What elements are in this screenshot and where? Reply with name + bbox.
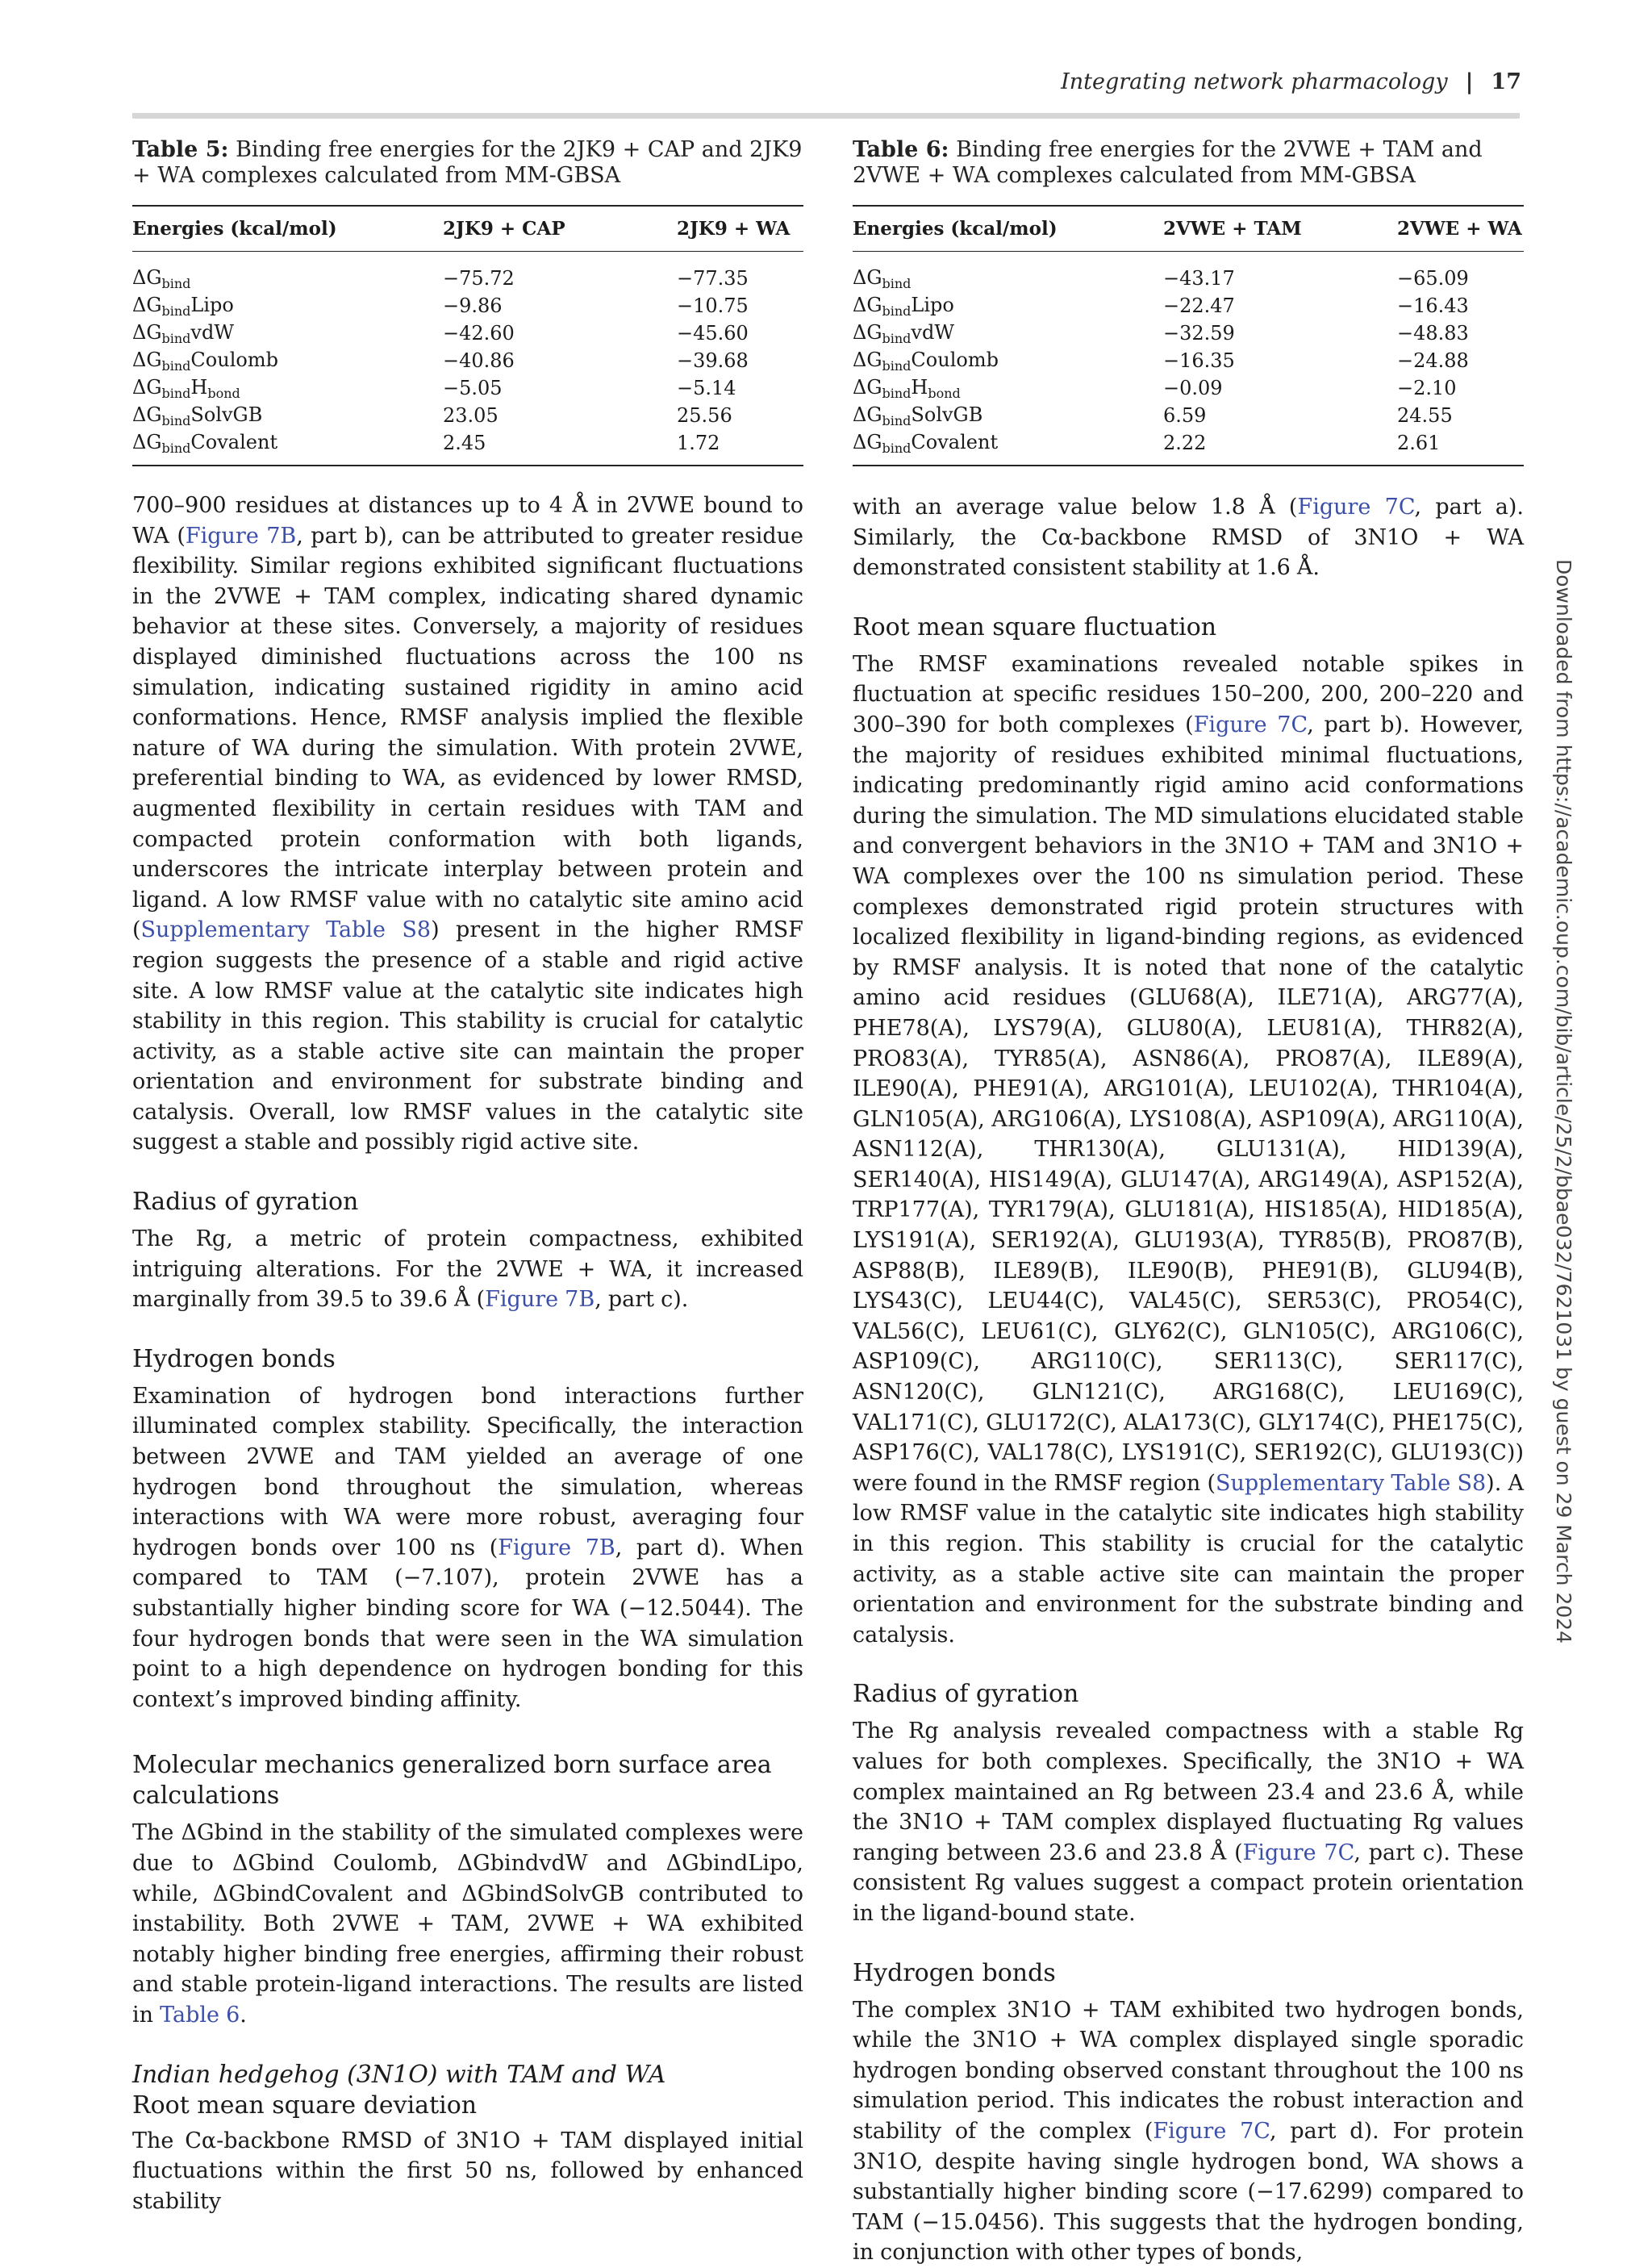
energy-term: $\Delta G_{bind}Coulomb$ bbox=[132, 348, 278, 374]
value-cell: −16.35 bbox=[1163, 349, 1235, 372]
table-row bbox=[132, 402, 803, 429]
right-text bbox=[853, 492, 1524, 2268]
header-separator: | bbox=[1465, 69, 1474, 94]
figure-7b-link[interactable]: Figure 7B bbox=[485, 1287, 595, 1313]
left-paragraph-3: Examination of hydrogen bond interactions further illuminated complex stability. Specifically, the interaction between 2VWE and TAM yielded an average of one hydrogen bond throughout the simulation, whereas interactions with WA were more robust, averaging four hydrogen bonds over 100 ns (Figure 7B, part d). When compared to TAM (−7.107), protein 2VWE has a substantially higher binding score for WA (−12.5044). The four hydrogen bonds that were seen in the WA simulation point to a high dependence on hydrogen bonding for this context’s improved binding affinity. bbox=[132, 1383, 803, 1712]
value-cell: −45.60 bbox=[677, 322, 749, 345]
value-cell: 2.22 bbox=[1163, 432, 1207, 454]
energy-term: $\Delta G_{bind}vdW$ bbox=[132, 320, 235, 346]
value-cell: −40.86 bbox=[443, 349, 515, 372]
value-cell: −42.60 bbox=[443, 322, 515, 345]
table-row bbox=[132, 320, 803, 347]
table-row bbox=[853, 429, 1524, 466]
table6 bbox=[853, 205, 1524, 466]
top-rule bbox=[132, 113, 1520, 119]
left-text bbox=[132, 491, 803, 2216]
value-cell: 24.55 bbox=[1397, 404, 1453, 427]
figure-7c-link[interactable]: Figure 7C bbox=[1153, 2118, 1270, 2144]
table-row bbox=[132, 429, 803, 466]
value-cell: −48.83 bbox=[1397, 322, 1469, 345]
table-row bbox=[853, 292, 1524, 320]
table-row bbox=[132, 292, 803, 320]
energy-term: $\Delta G_{bind}H_{bond}$ bbox=[853, 375, 961, 401]
energy-term: $\Delta G_{bind}H_{bond}$ bbox=[132, 375, 240, 401]
value-cell: 2.61 bbox=[1397, 432, 1441, 454]
energy-term: $\Delta G_{bind}vdW$ bbox=[853, 320, 955, 346]
right-paragraph-1: with an average value below 1.8 Å (Figure 7C, part a). Similarly, the Cα-backbone RMSD of 3N1O + WA demonstrated consistent stability at 1.6 Å. bbox=[853, 495, 1524, 581]
energy-term: $\Delta G_{bind}Lipo$ bbox=[132, 293, 234, 319]
table6-col-2: 2VWE + WA bbox=[1397, 218, 1522, 240]
table5-col-0: Energies (kcal/mol) bbox=[132, 218, 337, 240]
table6-caption bbox=[853, 137, 1524, 189]
table6-col-0: Energies (kcal/mol) bbox=[853, 218, 1058, 240]
figure-7b-link[interactable]: Figure 7B bbox=[185, 523, 297, 549]
value-cell: 23.05 bbox=[443, 404, 499, 427]
table6-body bbox=[853, 252, 1524, 466]
table5-body bbox=[132, 252, 803, 466]
left-paragraph-5: The Cα-backbone RMSD of 3N1O + TAM displayed initial fluctuations within the first 50 ns, followed by enhanced stability bbox=[132, 2128, 803, 2214]
download-note: Downloaded from https://academic.oup.com/bib/article/25/2/bbae032/7621031 by guest on 29 March 2024 bbox=[1552, 559, 1575, 1644]
energy-term: $\Delta G_{bind}Coulomb$ bbox=[853, 348, 999, 374]
value-cell: −43.17 bbox=[1163, 267, 1235, 290]
value-cell: 1.72 bbox=[677, 432, 720, 454]
table-row bbox=[853, 402, 1524, 429]
table-row bbox=[853, 347, 1524, 374]
energy-term: $\Delta G_{bind}Covalent$ bbox=[853, 430, 999, 456]
energy-term: $\Delta G_{bind}$ bbox=[132, 265, 191, 291]
figure-7b-link[interactable]: Figure 7B bbox=[498, 1535, 615, 1560]
energy-term: $\Delta G_{bind}Covalent$ bbox=[132, 430, 278, 456]
value-cell: −5.05 bbox=[443, 377, 503, 399]
figure-7c-link[interactable]: Figure 7C bbox=[1193, 712, 1308, 737]
right-paragraph-3: The Rg analysis revealed compactness with a stable Rg values for both complexes. Specifically, the 3N1O + WA complex maintained an Rg between 23.4 and 23.6 Å, while the 3N1O + TAM complex displayed fluctuating Rg values ranging between 23.6 and 23.8 Å (Figure 7C, part c). These consistent Rg values suggest a compact protein orientation in the ligand-bound state. bbox=[853, 1719, 1525, 1926]
figure-7c-link[interactable]: Figure 7C bbox=[1242, 1840, 1354, 1865]
value-cell: −75.72 bbox=[443, 267, 515, 290]
energy-term: $\Delta G_{bind}Lipo$ bbox=[853, 293, 954, 319]
right-heading-rmsf: Root mean square fluctuation bbox=[853, 612, 1217, 641]
supplementary-table-s8-link[interactable]: Supplementary Table S8 bbox=[1216, 1470, 1487, 1496]
value-cell: 2.45 bbox=[443, 432, 486, 454]
left-heading-hydrogen-bonds: Hydrogen bonds bbox=[132, 1344, 336, 1373]
supplementary-table-s8-link[interactable]: Supplementary Table S8 bbox=[140, 917, 432, 943]
left-heading-mmgbsa: Molecular mechanics generalized born surface area calculations bbox=[132, 1751, 772, 1811]
table-row bbox=[853, 252, 1524, 293]
running-head bbox=[1061, 69, 1521, 94]
value-cell: −2.10 bbox=[1397, 377, 1457, 399]
left-paragraph-4: The ΔGbind in the stability of the simulated complexes were due to ΔGbind Coulomb, ΔGbindvdW and ΔGbindLipo, while, ΔGbindCovalent and ΔGbindSolvGB contributed to instability. Both 2VWE + TAM, 2VWE + WA exhibited notably higher binding free energies, affirming their robust and stable protein-ligand interactions. The results are listed in Table 6. bbox=[132, 1820, 803, 2028]
right-heading-radius-of-gyration: Radius of gyration bbox=[853, 1680, 1079, 1709]
value-cell: −9.86 bbox=[443, 294, 503, 317]
left-paragraph-2: The Rg, a metric of protein compactness, exhibited intriguing alterations. For the 2VWE + WA, it increased marginally from 39.5 to 39.6 Å (Figure 7B, part c). bbox=[132, 1226, 803, 1313]
energy-term: $\Delta G_{bind}SolvGB$ bbox=[853, 403, 983, 428]
left-heading-rmsd: Root mean square deviation bbox=[132, 2090, 478, 2120]
table-row bbox=[853, 320, 1524, 347]
table-row bbox=[132, 347, 803, 374]
left-heading-radius-of-gyration: Radius of gyration bbox=[132, 1188, 359, 1217]
running-title: Integrating network pharmacology bbox=[1061, 69, 1448, 94]
value-cell: 6.59 bbox=[1163, 404, 1207, 427]
value-cell: −5.14 bbox=[677, 377, 736, 399]
value-cell: −24.88 bbox=[1397, 349, 1469, 372]
table5-caption-text: Binding free energies for the 2JK9 + CAP and 2JK9 + WA complexes calculated from MM-GBSA bbox=[132, 137, 803, 188]
table6-block bbox=[853, 137, 1524, 466]
right-heading-hydrogen-bonds: Hydrogen bonds bbox=[853, 1958, 1056, 1987]
left-heading-indian-hedgehog: Indian hedgehog (3N1O) with TAM and WA bbox=[132, 2060, 666, 2089]
table-row bbox=[132, 252, 803, 293]
table-row bbox=[853, 374, 1524, 402]
energy-term: $\Delta G_{bind}$ bbox=[853, 265, 912, 291]
table5-caption bbox=[132, 137, 803, 189]
table-6-link[interactable]: Table 6 bbox=[160, 2002, 240, 2028]
value-cell: −0.09 bbox=[1163, 377, 1223, 399]
table5-block bbox=[132, 137, 803, 466]
value-cell: −65.09 bbox=[1397, 267, 1469, 290]
figure-7c-link[interactable]: Figure 7C bbox=[1297, 495, 1415, 520]
table5-label: Table 5: bbox=[132, 137, 229, 162]
value-cell: −10.75 bbox=[677, 294, 749, 317]
value-cell: −32.59 bbox=[1163, 322, 1235, 345]
table6-caption-text: Binding free energies for the 2VWE + TAM and 2VWE + WA complexes calculated from MM-GBSA bbox=[853, 137, 1483, 188]
value-cell: 25.56 bbox=[677, 404, 732, 427]
value-cell: −22.47 bbox=[1163, 294, 1235, 317]
table6-col-1: 2VWE + TAM bbox=[1163, 218, 1302, 240]
energy-term: $\Delta G_{bind}SolvGB$ bbox=[132, 403, 263, 428]
table5 bbox=[132, 205, 803, 466]
page-number: 17 bbox=[1491, 69, 1521, 94]
right-paragraph-2: The RMSF examinations revealed notable spikes in fluctuation at specific residues 150–200, 200, 200–220 and 300–390 for both complexes (Figure 7C, part b). However, the majority of residues exhibited minimal fluctuations, indicating predominantly rigid amino acid conformations during the simulation. The MD simulations elucidated stable and convergent behaviors in the 3N1O + TAM and 3N1O + WA complexes over the 100 ns simulation period. These complexes demonstrated rigid protein structures with localized flexibility in ligand-binding regions, as evidenced by RMSF analysis. It is noted that none of the catalytic amino acid residues (GLU68(A), ILE71(A), ARG77(A), PHE78(A), LYS79(A), GLU80(A), LEU81(A), THR82(A), PRO83(A), TYR85(A), ASN86(A), PRO87(A), ILE89(A), ILE90(A), PHE91(A), ARG101(A), LEU102(A), THR104(A), GLN105(A), ARG106(A), LYS108(A), ASP109(A), ARG110(A), ASN112(A), THR130(A), GLU131(A), HID139(A), SER140(A), HIS149(A), GLU147(A), ARG149(A), ASP152(A), TRP177(A), TYR179(A), GLU181(A), HIS185(A), HID185(A), LYS191(A), SER192(A), GLU193(A), TYR85(B), PRO87(B), ASP88(B), ILE89(B), ILE90(B), PHE91(B), GLU94(B), LYS43(C), LEU44(C), VAL45(C), SER53(C), PRO54(C), VAL56(C), LEU61(C), GLY62(C), GLN105(C), ARG106(C), ASP109(C), ARG110(C), SER113(C), SER117(C), ASN120(C), GLN121(C), ARG168(C), LEU169(C), VAL171(C), GLU172(C), ALA173(C), GLY174(C), PHE175(C), ASP176(C), VAL178(C), LYS191(C), SER192(C), GLU193(C)) were found in the RMSF region (Supplementary Table S8). A low RMSF value in the catalytic site indicates high stability in this region. This stability is crucial for the catalytic activity, as a stable active site can maintain the proper orientation and environment for the substrate binding and catalysis. bbox=[853, 651, 1524, 1648]
table5-col-2: 2JK9 + WA bbox=[677, 218, 791, 240]
value-cell: −77.35 bbox=[677, 267, 749, 290]
value-cell: −39.68 bbox=[677, 349, 749, 372]
value-cell: −16.43 bbox=[1397, 294, 1469, 317]
table5-col-1: 2JK9 + CAP bbox=[443, 218, 565, 240]
table-row bbox=[132, 374, 803, 402]
left-paragraph-1: 700–900 residues at distances up to 4 Å in 2VWE bound to WA (Figure 7B, part b), can be attributed to greater residue flexibility. Similar regions exhibited significant fluctuations in the 2VWE + TAM complex, indicating shared dynamic behavior at these sites. Conversely, a majority of residues displayed diminished fluctuations across the 100 ns simulation, indicating sustained rigidity in amino acid conformations. Hence, RMSF analysis implied the flexible nature of WA during the simulation. With protein 2VWE, preferential binding to WA, as evidenced by lower RMSD, augmented flexibility in certain residues with TAM and compacted protein conformation with both ligands, underscores the intricate interplay between protein and ligand. A low RMSF value with no catalytic site amino acid (Supplementary Table S8) present in the higher RMSF region suggests the presence of a stable and rigid active site. A low RMSF value at the catalytic site indicates high stability in this region. This stability is crucial for catalytic activity, as a stable active site can maintain the proper orientation and environment for substrate binding and catalysis. Overall, low RMSF values in the catalytic site suggest a stable and possibly rigid active site. bbox=[132, 493, 803, 1155]
table6-label: Table 6: bbox=[853, 137, 949, 162]
right-paragraph-4: The complex 3N1O + TAM exhibited two hydrogen bonds, while the 3N1O + WA complex displayed single sporadic hydrogen bonding observed constant throughout the 100 ns simulation period. This indicates the robust interaction and stability of the complex (Figure 7C, part d). For protein 3N1O, despite having single hydrogen bond, WA shows a substantially higher binding score (−17.6299) compared to TAM (−15.0456). This suggests that the hydrogen bonding, in conjunction with other types of bonds, bbox=[853, 1997, 1525, 2266]
